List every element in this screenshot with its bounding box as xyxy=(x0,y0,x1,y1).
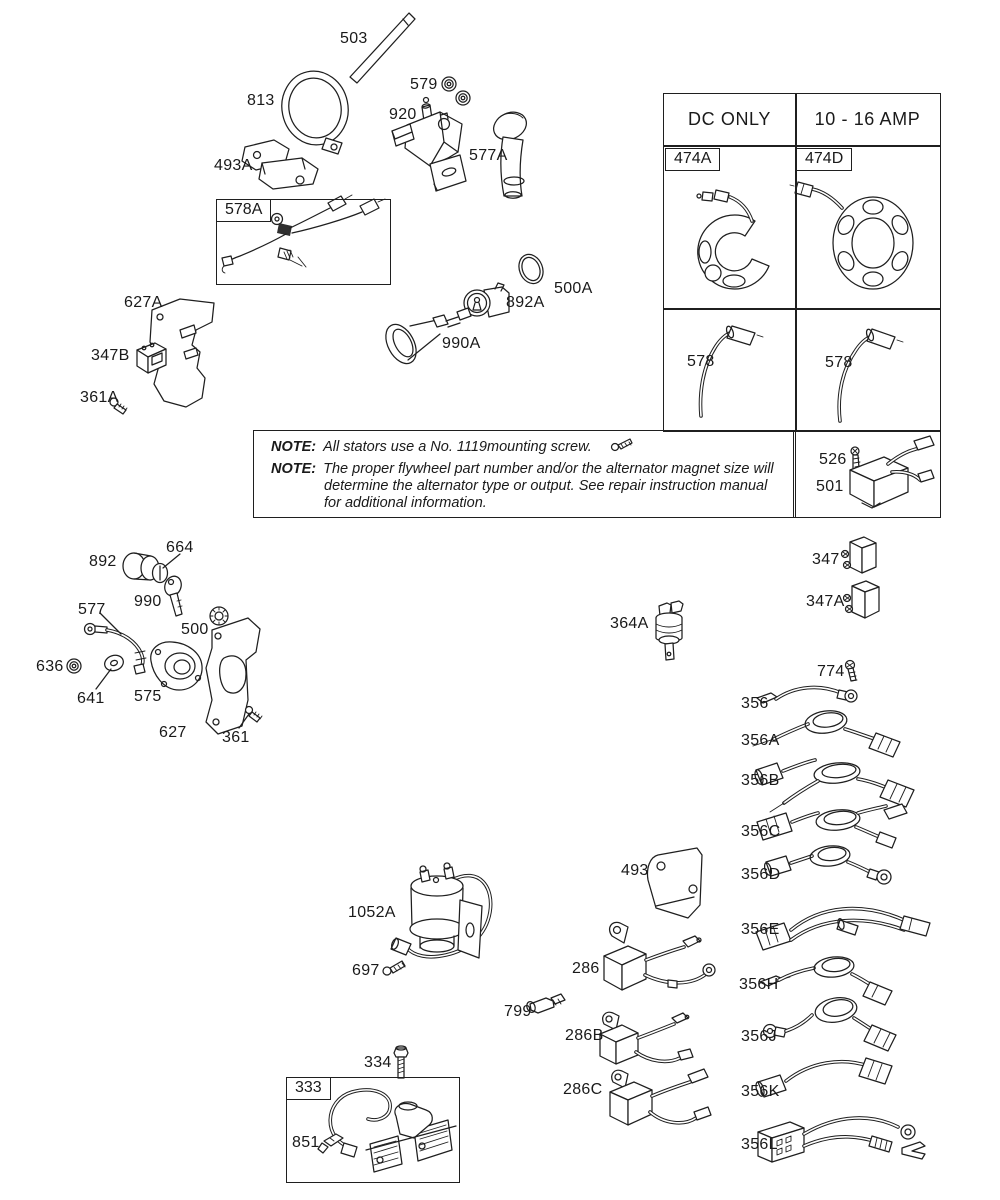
part-641-drawing xyxy=(103,653,126,673)
part-label-641: 641 xyxy=(77,690,105,707)
note-prefix: NOTE: xyxy=(271,439,317,455)
part-286C-drawing xyxy=(610,1069,711,1125)
part-493-drawing xyxy=(647,848,702,918)
part-356-drawing xyxy=(757,687,857,703)
part-1052A-drawing xyxy=(390,863,490,958)
part-label-799: 799 xyxy=(504,1003,532,1020)
part-label-356D: 356D xyxy=(741,866,781,883)
part-500-drawing xyxy=(210,607,228,625)
part-label-636: 636 xyxy=(36,658,64,675)
part-813-drawing xyxy=(275,65,355,154)
part-label-813: 813 xyxy=(247,92,275,109)
part-label-356B: 356B xyxy=(741,772,780,789)
part-label-892A: 892A xyxy=(506,294,545,311)
part-label-577: 577 xyxy=(78,601,106,618)
part-356E-drawing xyxy=(756,909,930,950)
alternator-table xyxy=(663,93,941,432)
part-636-drawing xyxy=(67,659,81,673)
note-line-3: determine the alternator type or output. See repair instruction manual xyxy=(324,478,768,494)
note-2-text-line-1: The proper flywheel part number and/or the alternator magnet size will xyxy=(323,461,774,477)
part-label-361A: 361A xyxy=(80,389,119,406)
part-label-578-left: 578 xyxy=(687,353,715,370)
part-347A-drawing xyxy=(844,581,880,618)
note-line-2 xyxy=(271,461,774,477)
part-label-364A: 364A xyxy=(610,615,649,632)
part-493A-drawing xyxy=(242,140,318,189)
part-label-920: 920 xyxy=(389,106,417,123)
part-356H-drawing xyxy=(760,955,892,1005)
part-774-drawing xyxy=(846,661,858,682)
part-label-697: 697 xyxy=(352,962,380,979)
part-label-851: 851 xyxy=(292,1134,320,1151)
table-row-divider xyxy=(664,308,940,310)
table-header-10-16-amp: 10 - 16 AMP xyxy=(814,109,921,129)
part-575-drawing xyxy=(151,642,202,690)
part-label-356L: 356L xyxy=(741,1136,778,1153)
table-header-dc-only: DC ONLY xyxy=(688,109,771,129)
note-line-1 xyxy=(271,439,592,455)
part-364A-drawing xyxy=(656,601,683,660)
part-label-627: 627 xyxy=(159,724,187,741)
part-286B-drawing xyxy=(600,1012,693,1064)
part-label-577A: 577A xyxy=(469,147,508,164)
part-label-356K: 356K xyxy=(741,1083,780,1100)
part-label-356E: 356E xyxy=(741,921,780,938)
part-label-356J: 356J xyxy=(741,1028,777,1045)
part-label-578A: 578A xyxy=(216,199,271,222)
part-label-627A: 627A xyxy=(124,294,163,311)
part-356J-drawing xyxy=(764,995,897,1051)
part-label-664: 664 xyxy=(166,539,194,556)
part-label-503: 503 xyxy=(340,30,368,47)
part-356D-drawing xyxy=(763,844,891,884)
part-label-500: 500 xyxy=(181,621,209,638)
notes-box xyxy=(253,430,796,518)
part-503-drawing xyxy=(350,13,415,83)
part-label-347B: 347B xyxy=(91,347,130,364)
part-label-575: 575 xyxy=(134,688,162,705)
part-label-286B: 286B xyxy=(565,1027,604,1044)
part-label-579: 579 xyxy=(410,76,438,93)
part-347-drawing xyxy=(842,537,877,573)
part-label-493A: 493A xyxy=(214,157,253,174)
part-500A-drawing xyxy=(515,251,548,287)
part-286-drawing xyxy=(604,922,715,990)
part-label-774: 774 xyxy=(817,663,845,680)
note-1-text: All stators use a No. 1119mounting screw. xyxy=(323,439,592,455)
part-label-334: 334 xyxy=(364,1054,392,1071)
part-label-356C: 356C xyxy=(741,823,781,840)
part-334-drawing xyxy=(394,1046,408,1078)
part-label-347: 347 xyxy=(812,551,840,568)
part-label-361: 361 xyxy=(222,729,250,746)
part-label-578-right: 578 xyxy=(825,354,853,371)
part-label-892: 892 xyxy=(89,553,117,570)
part-label-356A: 356A xyxy=(741,732,780,749)
note-line-4: for additional information. xyxy=(324,495,487,511)
part-label-286: 286 xyxy=(572,960,600,977)
part-697-drawing xyxy=(383,961,405,975)
table-header-divider xyxy=(664,145,940,147)
part-label-990A: 990A xyxy=(442,335,481,352)
part-361-drawing xyxy=(246,707,263,723)
regulator-cell xyxy=(793,430,941,518)
note-prefix-2: NOTE: xyxy=(271,461,317,477)
part-label-501: 501 xyxy=(816,478,844,495)
part-label-356: 356 xyxy=(741,695,769,712)
part-label-347A: 347A xyxy=(806,593,845,610)
part-label-474D: 474D xyxy=(796,148,852,171)
part-label-526: 526 xyxy=(819,451,847,468)
part-label-493: 493 xyxy=(621,862,649,879)
part-label-333: 333 xyxy=(286,1077,331,1100)
part-label-500A: 500A xyxy=(554,280,593,297)
part-label-990: 990 xyxy=(134,593,162,610)
part-label-356H: 356H xyxy=(739,976,779,993)
part-label-1052A: 1052A xyxy=(348,904,396,921)
part-label-286C: 286C xyxy=(563,1081,603,1098)
part-892A-drawing xyxy=(464,283,509,317)
part-label-474A: 474A xyxy=(665,148,720,171)
part-356L-drawing xyxy=(758,1118,925,1162)
part-579-drawing xyxy=(442,77,470,105)
